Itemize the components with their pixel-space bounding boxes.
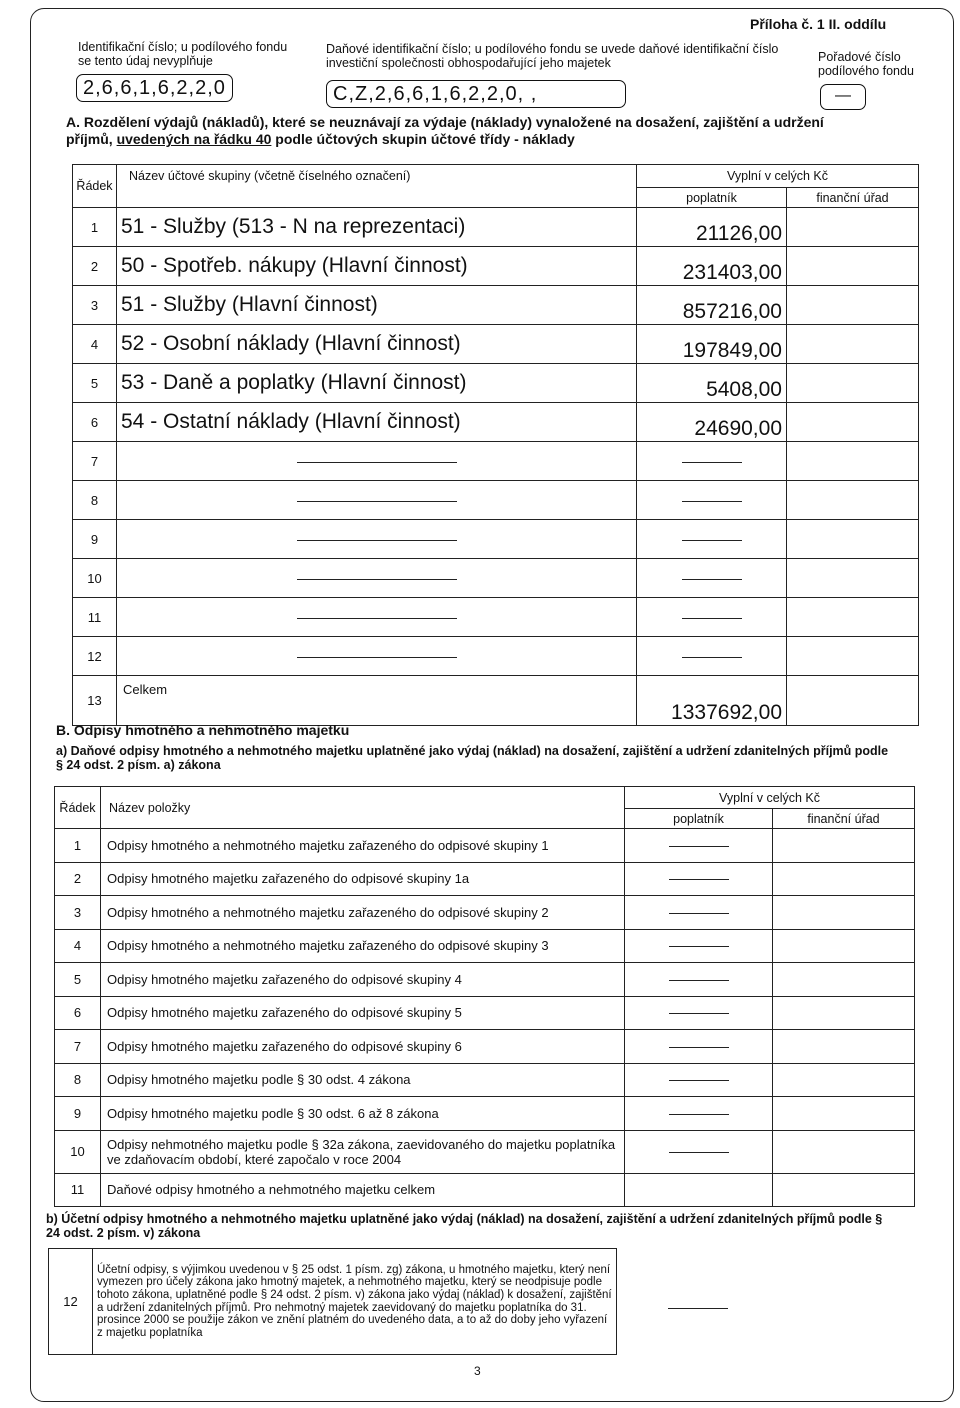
b-table-row [55,963,915,997]
b-row-number: 6 [55,996,101,1030]
b-col-fill-header: Vyplní v celých Kč [625,787,915,809]
a-row-name-empty[interactable] [117,520,637,559]
section-a-title-link: uvedených na řádku 40 [116,131,272,147]
b-col-office-header: finanční úřad [773,809,915,829]
b-row-name: Odpisy hmotného majetku podle § 30 odst. 6 až 8 zákona [101,1097,625,1131]
a-row-office-cell[interactable] [787,364,919,403]
section-a-title [66,114,866,148]
a-row-office-cell[interactable] [787,481,919,520]
section-a-title-text: A. Rozdělení výdajů (nákladů), které se neuznávají za výdaje (náklady) vynaložené na dosažení, zajištění a udržení příjmů, [66,114,824,147]
dic-field[interactable]: C,Z,2,6,6,1,6,2,2,0, , [326,80,626,108]
a-row-office-cell[interactable] [787,286,919,325]
dic-label: Daňové identifikační číslo; u podílového fondu se uvede daňové identifikační číslo investiční společnosti obhospodařující jeho majetek [326,42,779,70]
a-table-row [73,364,919,403]
b-row-office-cell[interactable] [773,896,915,930]
a-row-number: 2 [73,247,117,286]
b-row-office-cell[interactable] [773,1130,915,1173]
a-row-value-empty[interactable] [637,637,787,676]
b-table-row [55,1173,915,1207]
empty-dash [669,879,729,880]
b-row-value[interactable] [625,929,773,963]
b-row-office-cell[interactable] [773,1030,915,1064]
b-col-payer-header: poplatník [625,809,773,829]
empty-dash [682,657,742,658]
b-row-name: Odpisy hmotného majetku zařazeného do odpisové skupiny 6 [101,1030,625,1064]
a-row-office-cell[interactable] [787,403,919,442]
a-row-name[interactable]: 53 - Daně a poplatky (Hlavní činnost) [117,364,637,403]
a-row-office-cell[interactable] [787,247,919,286]
a-table-row [73,442,919,481]
a-row-name-empty[interactable] [117,559,637,598]
empty-dash [297,540,457,541]
section-a-table [72,164,919,726]
b-row-name: Odpisy hmotného a nehmotného majetku zařazeného do odpisové skupiny 1 [101,829,625,863]
b-row-name: Odpisy hmotného majetku zařazeného do odpisové skupiny 1a [101,862,625,896]
b-table-row [55,1063,915,1097]
b-col-row-header: Řádek [55,787,101,829]
a-table-row [73,520,919,559]
b-row-name: Odpisy hmotného a nehmotného majetku zařazeného do odpisové skupiny 3 [101,929,625,963]
a-row-name[interactable]: 51 - Služby (Hlavní činnost) [117,286,637,325]
a-row-office-cell[interactable] [787,637,919,676]
a-row-name-empty[interactable] [117,637,637,676]
a-table-row [73,247,919,286]
a-table-row [73,481,919,520]
total-value[interactable]: 1337692,00 [637,676,787,726]
b-row-office-cell[interactable] [773,862,915,896]
empty-dash [682,540,742,541]
b-row-office-cell[interactable] [773,963,915,997]
a-row-number: 12 [73,637,117,676]
row12-text: Účetní odpisy, s výjimkou uvedenou v § 25 odst. 1 písm. zg) zákona, u hmotného majetku, který není vymezen pro účely zákona jako hmotný majetek, a nehmotného majetku, který se neodpisuje podle tohoto zákona, uplatněné podle § 24 odst. 2 písm. v) zákona jako výdaj (náklad) k dosažení, zajištění a udržení zdanitelných příjmů. Pro nehmotný majetek zaevidovaný do majetku poplatníka do 31. prosince 2000 se použije zákon ve znění platném do uvedeného data, a to až do doby jeho vyřazení z majetku poplatníka [93,1249,617,1355]
a-row-office-cell[interactable] [787,208,919,247]
a-row-value[interactable]: 857216,00 [637,286,787,325]
a-row-value[interactable]: 5408,00 [637,364,787,403]
a-table-row [73,286,919,325]
b-row-office-cell[interactable] [773,1097,915,1131]
empty-dash [297,501,457,502]
a-row-office-cell[interactable] [787,442,919,481]
b-row-office-cell[interactable] [773,1173,915,1207]
empty-dash [669,980,729,981]
a-row-value[interactable]: 24690,00 [637,403,787,442]
empty-dash [669,1047,729,1048]
a-row-value-empty[interactable] [637,442,787,481]
a-row-number: 8 [73,481,117,520]
col-row-header: Řádek [73,165,117,208]
empty-dash [682,579,742,580]
b-table-row [55,1030,915,1064]
a-row-name-empty[interactable] [117,598,637,637]
a-row-value[interactable]: 197849,00 [637,325,787,364]
a-table-row [73,598,919,637]
empty-dash [682,618,742,619]
empty-dash [669,846,729,847]
empty-dash [297,657,457,658]
empty-dash [297,618,457,619]
b-row-value[interactable] [625,829,773,863]
a-table-row [73,403,919,442]
appendix-label: Příloha č. 1 II. oddílu [750,16,887,32]
a-row-office-cell[interactable] [787,520,919,559]
b-row-name: Odpisy hmotného majetku zařazeného do odpisové skupiny 4 [101,963,625,997]
section-b-row12-table [48,1248,617,1355]
total-label: Celkem [117,676,637,726]
b-row-name: Odpisy nehmotného majetku podle § 32a zákona, zaevidovaného do majetku poplatníka ve zdaňovacím období, které započalo v roce 2004 [101,1130,625,1173]
a-row-name[interactable]: 51 - Služby (513 - N na reprezentaci) [117,208,637,247]
b-row-name: Odpisy hmotného majetku zařazeného do odpisové skupiny 5 [101,996,625,1030]
a-row-name[interactable]: 50 - Spotřeb. nákupy (Hlavní činnost) [117,247,637,286]
col-name-header: Název účtové skupiny (včetně číselného označení) [117,165,637,208]
b-row-number: 2 [55,862,101,896]
b-row-number: 1 [55,829,101,863]
a-row-number: 4 [73,325,117,364]
section-b-sub-a: a) Daňové odpisy hmotného a nehmotného majetku uplatněné jako výdaj (náklad) na dosažení, zajištění a udržení zdanitelných příjmů podle § 24 odst. 2 písm. a) zákona [56,744,889,772]
empty-dash [669,913,729,914]
b-row-number: 5 [55,963,101,997]
b-row-number: 7 [55,1030,101,1064]
b-row-value[interactable] [625,1030,773,1064]
a-row-name[interactable]: 54 - Ostatní náklady (Hlavní činnost) [117,403,637,442]
b-row-value[interactable] [625,896,773,930]
b-row-value[interactable] [625,1063,773,1097]
a-row-name-empty[interactable] [117,481,637,520]
a-row-number: 1 [73,208,117,247]
a-row-office-cell[interactable] [787,325,919,364]
empty-dash [682,462,742,463]
a-row-number: 7 [73,442,117,481]
empty-dash [669,1152,729,1153]
b-table-row [55,996,915,1030]
b-table-row [55,896,915,930]
a-row-value[interactable]: 231403,00 [637,247,787,286]
b-row-office-cell[interactable] [773,1063,915,1097]
total-row-number: 13 [73,676,117,726]
page-number: 3 [474,1364,481,1378]
a-row-value-empty[interactable] [637,520,787,559]
a-row-number: 5 [73,364,117,403]
section-b-title: B. Odpisy hmotného a nehmotného majetku [56,722,350,738]
a-row-number: 11 [73,598,117,637]
total-office-cell[interactable] [787,676,919,726]
a-row-number: 9 [73,520,117,559]
b-row-value[interactable] [625,1097,773,1131]
col-fill-header: Vyplní v celých Kč [637,165,919,188]
b-table-row [55,929,915,963]
b-row-value[interactable] [625,996,773,1030]
a-table-row [73,559,919,598]
b-row-value[interactable] [625,1173,773,1207]
b-row-value[interactable] [625,862,773,896]
a-table-row [73,637,919,676]
a-row-number: 10 [73,559,117,598]
order-number-label: Pořadové číslo podílového fondu [818,50,914,78]
empty-dash [297,462,457,463]
col-office-header: finanční úřad [787,188,919,208]
a-row-office-cell[interactable] [787,559,919,598]
b-row-number: 3 [55,896,101,930]
b-col-name-header: Název položky [101,787,625,829]
b-row-office-cell[interactable] [773,929,915,963]
section-a-title-end: podle účtových skupin účtové třídy - náklady [275,131,575,147]
empty-dash [669,946,729,947]
col-payer-header: poplatník [637,188,787,208]
a-row-value-empty[interactable] [637,598,787,637]
section-b-sub-b: b) Účetní odpisy hmotného a nehmotného majetku uplatněné jako výdaj (náklad) na dosažení, zajištění a udržení zdanitelných příjmů podle § 24 odst. 2 písm. v) zákona [46,1212,883,1240]
a-table-row [73,325,919,364]
empty-dash [669,1080,729,1081]
b-row-number: 4 [55,929,101,963]
section-b-table [54,786,915,1207]
order-number-field[interactable]: — [820,84,866,110]
a-row-name-empty[interactable] [117,442,637,481]
b-row-name: Odpisy hmotného majetku podle § 30 odst. 4 zákona [101,1063,625,1097]
a-row-number: 6 [73,403,117,442]
b-row-number: 10 [55,1130,101,1173]
b-row-name: Daňové odpisy hmotného a nehmotného majetku celkem [101,1173,625,1207]
b-table-row [55,829,915,863]
b-table-row [55,862,915,896]
row12-number: 12 [49,1249,93,1355]
a-row-value-empty[interactable] [637,559,787,598]
b-row-value[interactable] [625,963,773,997]
b-row-number: 9 [55,1097,101,1131]
b-row-number: 11 [55,1173,101,1207]
empty-dash [682,501,742,502]
empty-dash [297,579,457,580]
a-row-value-empty[interactable] [637,481,787,520]
a-table-row [73,208,919,247]
empty-dash [669,1013,729,1014]
b-table-row [55,1097,915,1131]
row12-dash [668,1300,728,1318]
a-row-number: 3 [73,286,117,325]
a-row-name[interactable]: 52 - Osobní náklady (Hlavní činnost) [117,325,637,364]
b-table-row [55,1130,915,1173]
a-row-value[interactable]: 21126,00 [637,208,787,247]
b-row-number: 8 [55,1063,101,1097]
id-label: Identifikační číslo; u podílového fondu se tento údaj nevyplňuje [78,40,288,68]
b-row-name: Odpisy hmotného a nehmotného majetku zařazeného do odpisové skupiny 2 [101,896,625,930]
id-number-field[interactable]: 2,6,6,1,6,2,2,0 [76,74,233,102]
b-row-office-cell[interactable] [773,996,915,1030]
a-row-office-cell[interactable] [787,598,919,637]
b-row-value[interactable] [625,1130,773,1173]
b-row-office-cell[interactable] [773,829,915,863]
empty-dash [669,1114,729,1115]
